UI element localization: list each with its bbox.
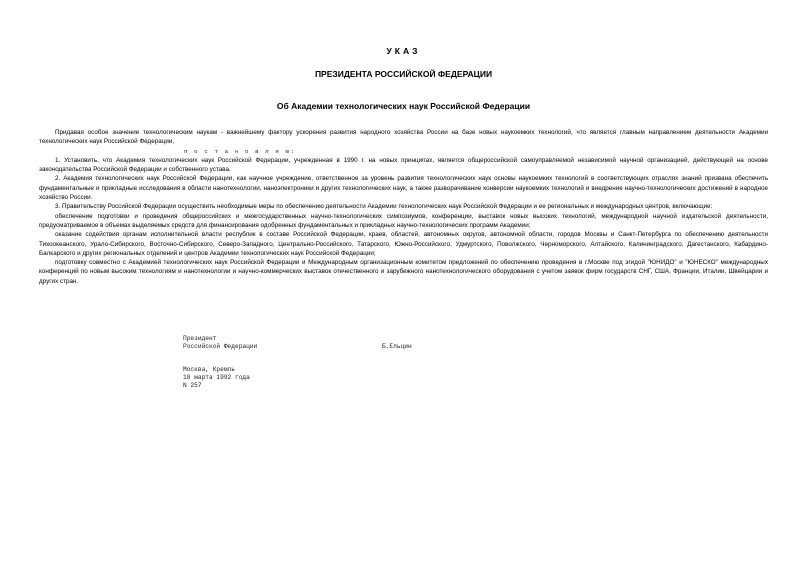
paragraph-3-item-c: подготовку совместно с Академией технологических наук Российской Федерации и Международным организационным комитетом предложений по обеспечению проведения в г.Москве под эгидой "ЮНИДО" и "ЮНЕСКО" международных конференций по новым высоким технологиям и нанотехнологии и научно-коммерческих выставок отечественного и зарубежного нанотехнологического оборудования с учетом заявок фирм государств СНГ, США, Франции, Италии, Швейцарии и других стран. [39,259,768,285]
paragraph-2: 2. Академия технологических наук Российской Федерации, как научное учреждение, ответственное за уровень развития технологических наук основы наукоемких технологий в соответствующих отраслях знаний призвана обеспечить фундаментальные и прикладные исследования в области нанотехнологии, наноэлектроники и других технологических наук, а также разворачивание конверсии наукоемких технологий и внедрение научно-технологических достижений в народное хозяйство России. [39,175,768,202]
decree-body [39,128,768,286]
signature-title-line1: Президент [183,335,217,342]
paragraph-3: 3. Правительству Российской Федерации осуществить необходимые меры по обеспечению деятельности Академии технологических наук Российской Федерации и ее региональных и международных центров, включающие: [55,203,713,211]
decree-title: УКАЗ [386,46,421,56]
decree-number: N 257 [183,382,202,389]
issue-place: Москва, Кремль [183,366,235,373]
paragraph-3-item-b: оказание содействия органам исполнительной власти республик в составе Российской Федерации, краев, областей, автономных округов, автономной области, городов Москвы и Санкт-Петербурга по обеспечению деятельности Тихоокеанского, Урало-Сибирского, Восточно-Сибирского, Северо-Западного, Центрально-Российского, Татарского, Южно-Российского, Удмуртского, Поволжского, Черноморского, Алтайского, Калининградского, Дагестанского, Кабардино-Балкарского и других региональных отделений и центров Академии технологических наук Российской Федерации; [39,231,768,257]
paragraph-1: 1. Установить, что Академия технологических наук Российской Федерации, учрежденная в 1990 г. на новых принципах, является общероссийской самоуправляемой независимой научной организацией, действующей на основе законодательства Российской Федерации и собственного устава. [39,156,768,174]
decree-subject: Об Академии технологических наук Российской Федерации [276,101,531,111]
issue-date: 18 марта 1992 года [183,374,250,381]
paragraph-3-item-a: обеспечение подготовки и проведения общероссийских и межгосударственных научно-технологических симпозиумов, конференции, выставок новых высоких технологий, международной научной издательской деятельности, предусматриваемое в объемах выделяемых средств для финансирования одобренных фундаментальных и прикладных научно-технологических программ Академии; [39,212,768,229]
resolve-phrase: п о с т а н о в л я ю: [184,147,296,155]
issuer-title: ПРЕЗИДЕНТА РОССИЙСКОЙ ФЕДЕРАЦИИ [314,69,493,79]
signature-title-line2: Российской Федерации [183,343,258,350]
signature-name: Б.Ельцин [382,343,412,350]
preamble-paragraph: Придавая особое значение технологическим наукам - важнейшему фактору ускорения развития народного хозяйства России на базе новых наукоемких технологий, что является главным направлением деятельности Академии технологических наук Российской Федерации, [39,129,768,146]
